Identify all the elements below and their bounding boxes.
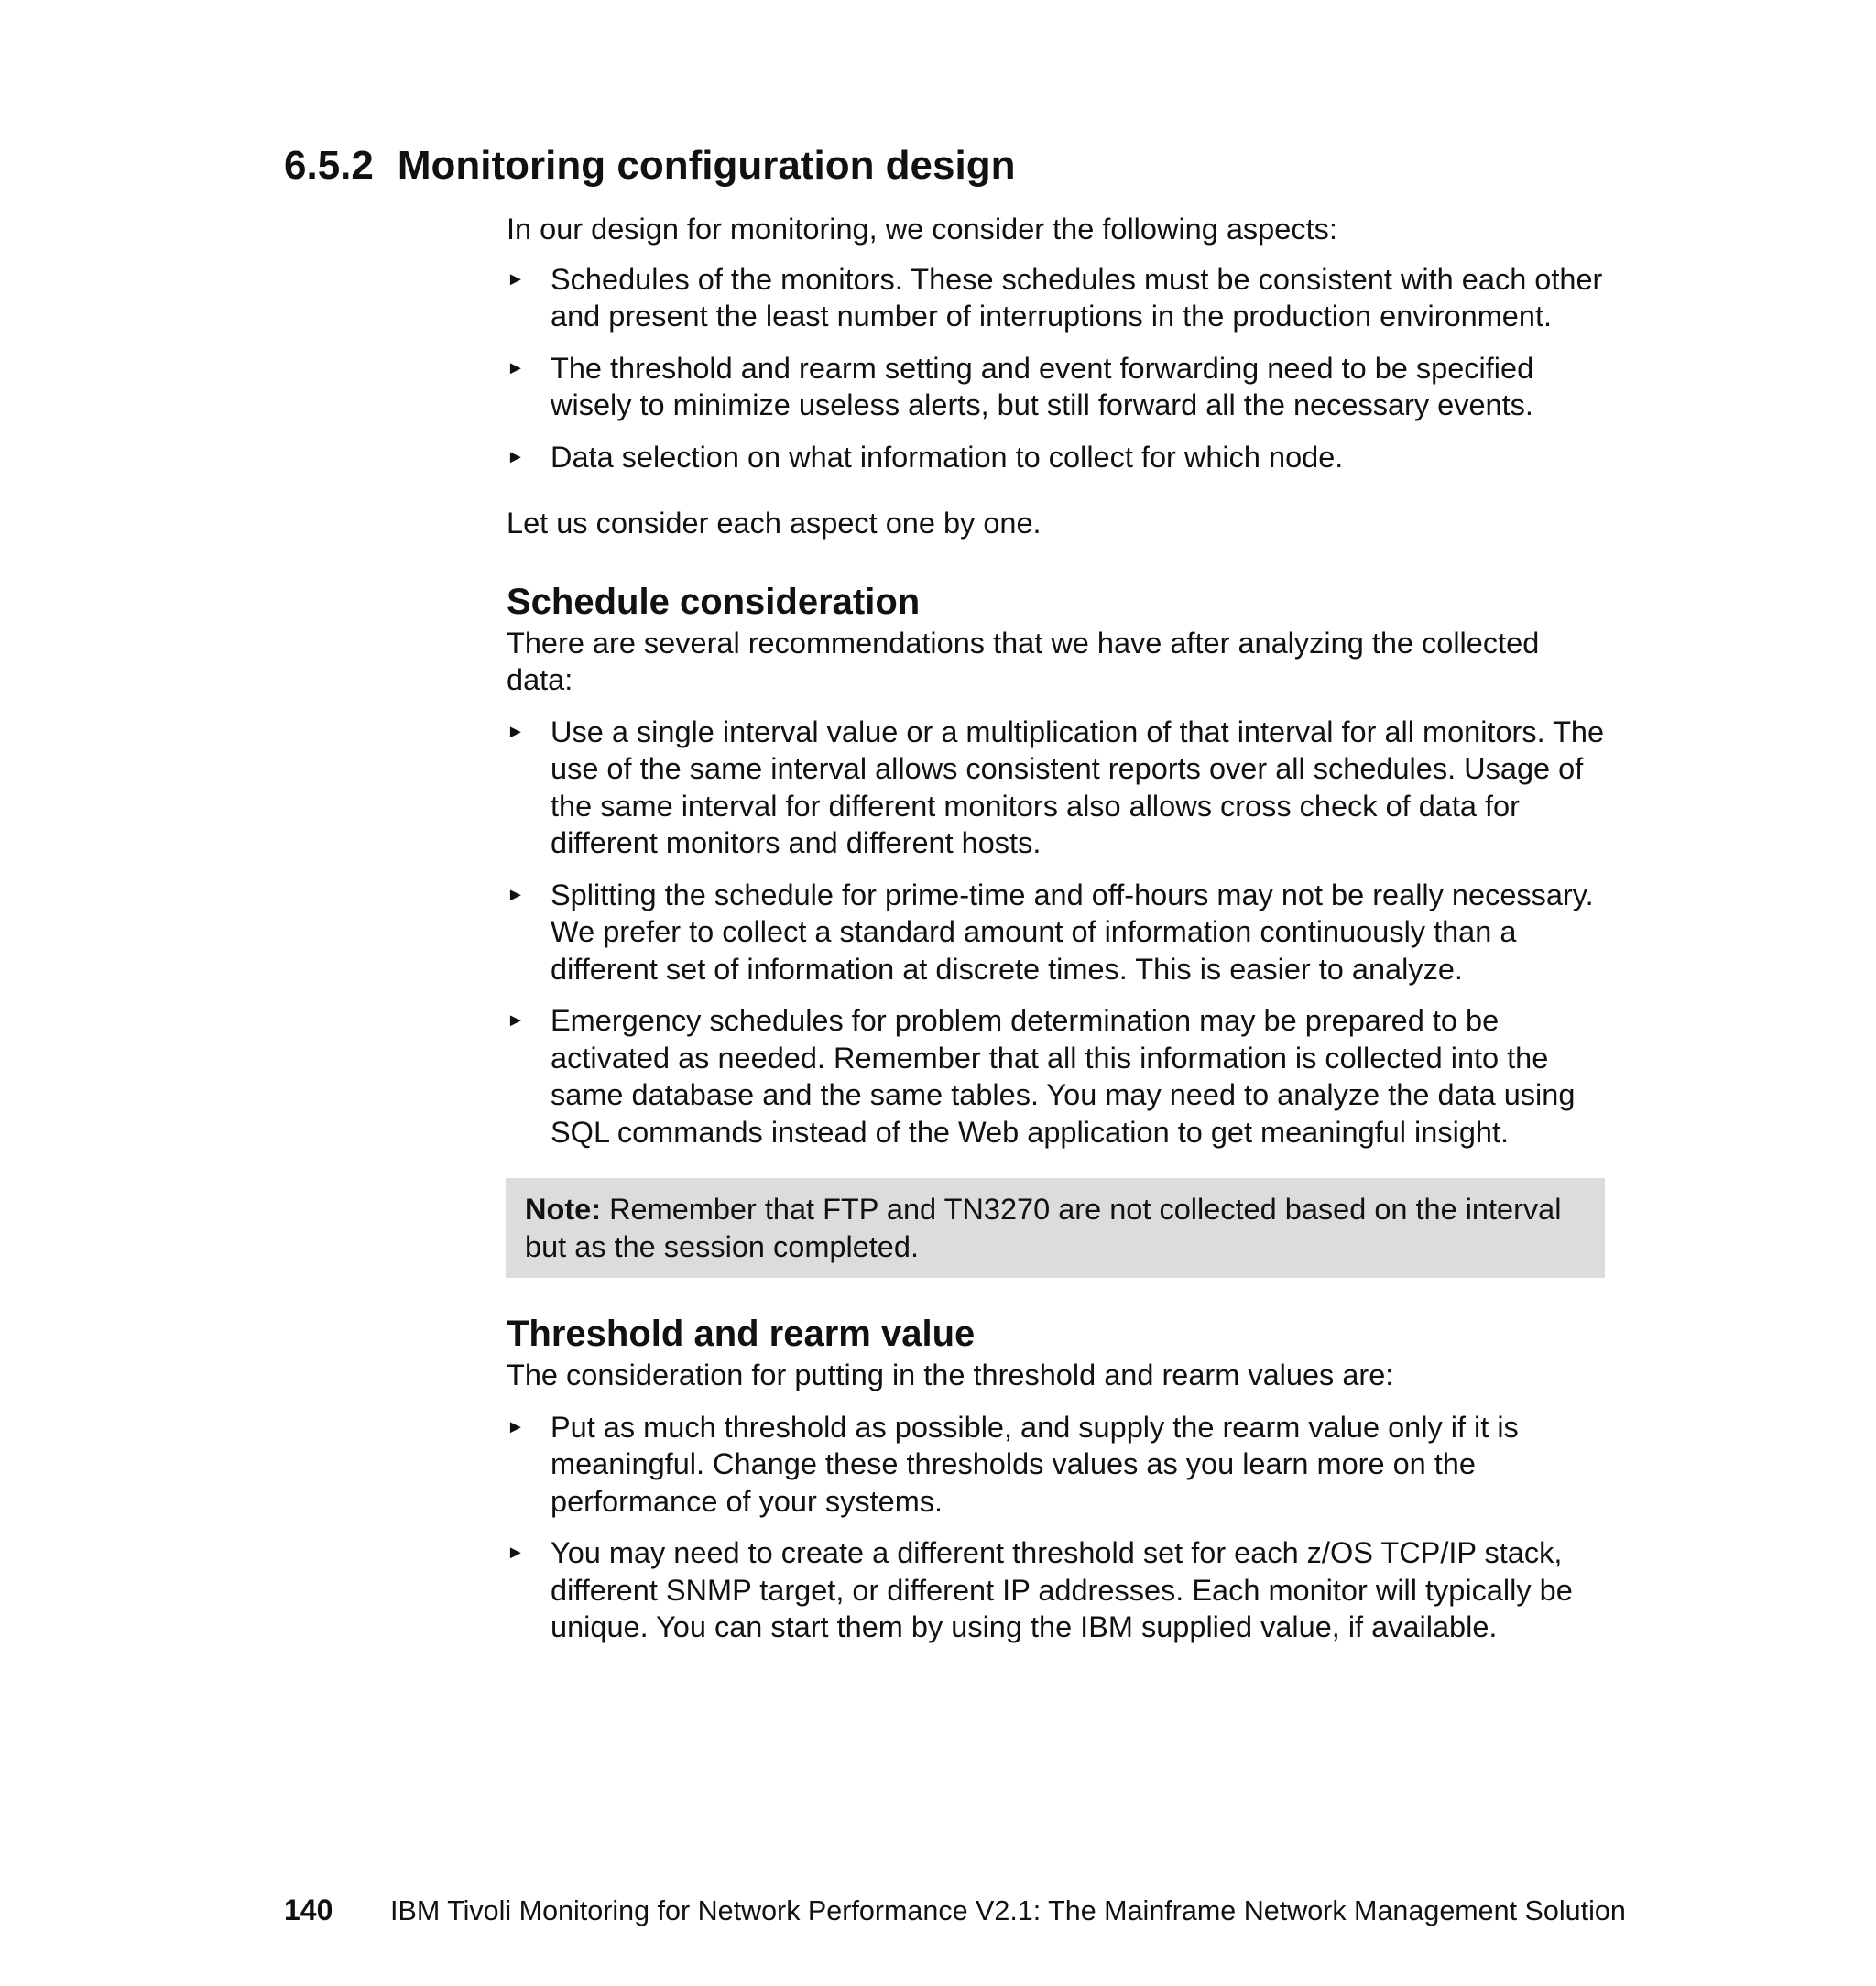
schedule-list [507,714,1610,1151]
closing-paragraph: Let us consider each aspect one by one. [507,507,1042,540]
bullet-arrow-icon: ► [507,884,525,905]
list-item [507,1534,1610,1646]
section-number: 6.5.2 [284,143,374,188]
note-text: Remember that FTP and TN3270 are not collected based on the interval but as the session completed. [525,1193,1562,1263]
list-item-text: Use a single interval value or a multiplication of that interval for all monitors. The use of the same interval allows consistent reports over all schedules. Usage of the same interval for different monitors also allows cross check of data for different monitors and different hosts. [551,715,1605,859]
list-item [507,1409,1610,1521]
list-item-text: The threshold and rearm setting and event forwarding need to be specified wisely to minimize useless alerts, but still forward all the necessary events. [551,351,1534,421]
section-title-text: Monitoring configuration design [397,143,1016,188]
bullet-arrow-icon: ► [507,268,525,289]
list-item-text: Emergency schedules for problem determination may be prepared to be activated as needed. Remember that all this information is collected into the same database and the same tables. You may need to analyze the data using SQL commands instead of the Web application to get meaningful insight. [551,1004,1576,1149]
page-number: 140 [284,1893,333,1926]
note-box [506,1178,1605,1278]
schedule-heading: Schedule consideration [507,581,921,622]
list-item-text: Schedules of the monitors. These schedules must be consistent with each other and present the least number of interruptions in the production environment. [551,262,1603,333]
list-item [507,877,1610,988]
bullet-arrow-icon: ► [507,446,525,467]
bullet-arrow-icon: ► [507,1416,525,1437]
bullet-arrow-icon: ► [507,1010,525,1031]
list-item-text: Data selection on what information to collect for which node. [551,440,1344,474]
threshold-list [507,1409,1610,1646]
list-item [507,439,1610,476]
list-item-text: You may need to create a different threshold set for each z/OS TCP/IP stack, different SNMP target, or different IP addresses. Each monitor will typically be unique. You can start them by using the IBM supplied value, if available. [551,1536,1573,1643]
aspects-list [507,261,1610,476]
section-title [284,143,1015,189]
threshold-heading: Threshold and rearm value [507,1314,976,1354]
list-item [507,261,1610,335]
bullet-arrow-icon: ► [507,1543,525,1563]
list-item [507,1002,1610,1151]
book-title: IBM Tivoli Monitoring for Network Performance V2.1: The Mainframe Network Management Solution [390,1895,1626,1926]
list-item-text: Put as much threshold as possible, and supply the rearm value only if it is meaningful. Change these thresholds values as you learn more on the performance of your systems. [551,1410,1519,1518]
main-content [507,211,1610,1661]
note-label: Note: [525,1193,602,1226]
list-item [507,714,1610,862]
page-footer [284,1893,1626,1927]
list-item-text: Splitting the schedule for prime-time and off-hours may not be really necessary. We prefer to collect a standard amount of information continuously than a different set of information at discrete times. This is easier to analyze. [551,878,1594,986]
list-item [507,350,1610,424]
bullet-arrow-icon: ► [507,721,525,742]
threshold-intro: The consideration for putting in the threshold and rearm values are: [507,1359,1394,1391]
schedule-intro: There are several recommendations that we have after analyzing the collected data: [507,626,1540,696]
intro-paragraph: In our design for monitoring, we consider the following aspects: [507,213,1337,246]
bullet-arrow-icon: ► [507,357,525,378]
